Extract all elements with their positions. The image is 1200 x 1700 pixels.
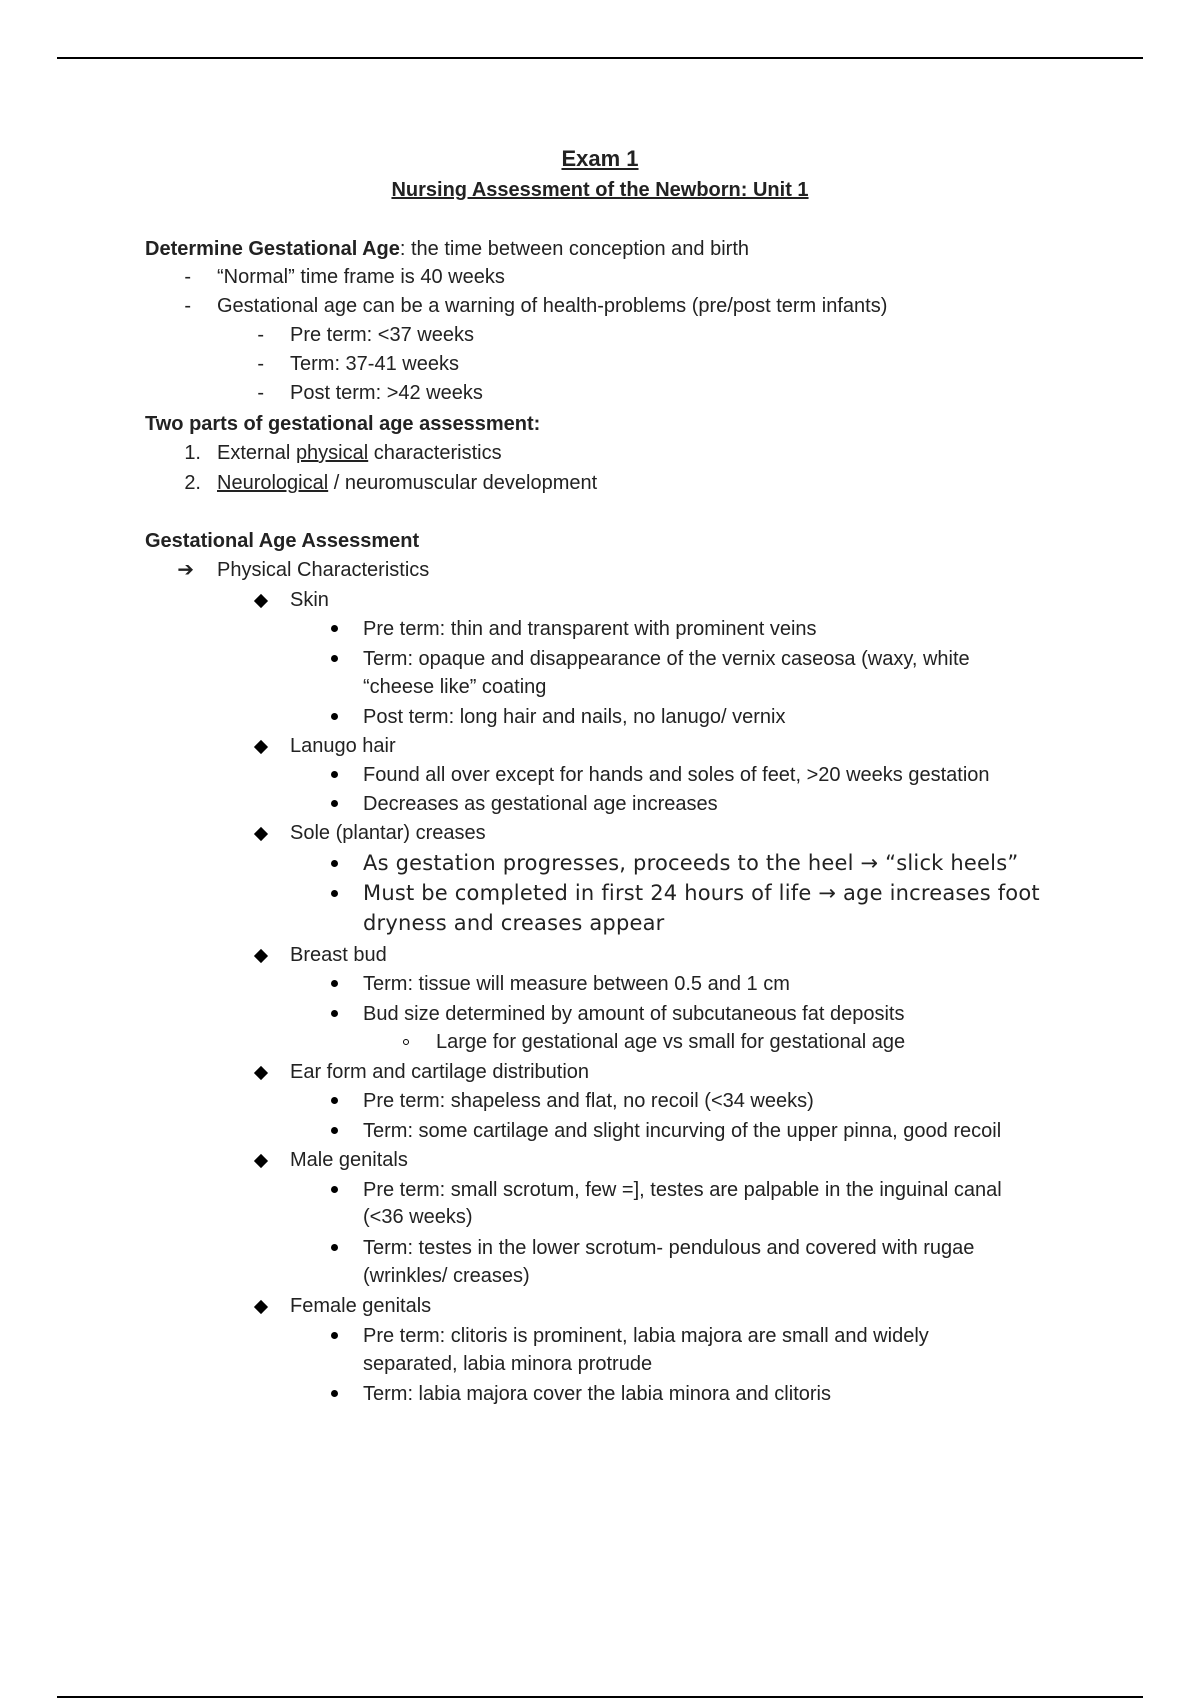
list-number: 1. <box>184 442 201 464</box>
list-item: Term: testes in the lower scrotum- pendulous and covered with rugae <box>363 1237 975 1259</box>
dot-bullet-icon <box>331 1390 338 1397</box>
diamond-bullet-icon <box>254 949 268 963</box>
diamond-bullet-icon <box>254 1154 268 1168</box>
dot-bullet-icon <box>331 1186 338 1193</box>
two-parts-heading: Two parts of gestational age assessment: <box>145 413 541 435</box>
list-item-continuation: separated, labia minora protrude <box>363 1353 653 1375</box>
dot-bullet-icon <box>331 1010 338 1017</box>
dot-bullet-icon <box>331 655 338 662</box>
category-skin: Skin <box>290 589 329 611</box>
dot-bullet-icon <box>331 625 338 632</box>
dot-bullet-icon <box>331 771 338 778</box>
underlined-term: physical <box>295 442 369 464</box>
list-item: Neurological / neuromuscular development <box>217 472 598 494</box>
list-item: Large for gestational age vs small for gestational age <box>436 1031 906 1053</box>
list-item: Pre term: shapeless and flat, no recoil (<34 weeks) <box>363 1090 814 1112</box>
category-breast-bud: Breast bud <box>290 944 387 966</box>
list-item: Term: labia majora cover the labia minora and clitoris <box>363 1383 831 1405</box>
list-item: Post term: long hair and nails, no lanugo/ vernix <box>363 706 786 728</box>
gestational-age-heading: Determine Gestational Age <box>145 238 400 260</box>
dot-bullet-icon <box>331 980 338 987</box>
dot-bullet-icon <box>331 1244 338 1251</box>
diamond-bullet-icon <box>254 740 268 754</box>
dot-bullet-icon <box>331 800 338 807</box>
list-item: Term: some cartilage and slight incurving of the upper pinna, good recoil <box>363 1120 1002 1142</box>
list-number: 2. <box>184 472 201 494</box>
physical-heading: Physical Characteristics <box>217 559 430 581</box>
list-item: External physical characteristics <box>217 442 502 464</box>
list-item: “Normal” time frame is 40 weeks <box>217 266 505 288</box>
circle-bullet-icon <box>403 1039 409 1045</box>
dot-bullet-icon <box>331 1127 338 1134</box>
underlined-term: Neurological <box>217 472 329 494</box>
category-ear: Ear form and cartilage distribution <box>290 1061 590 1083</box>
list-item: Pre term: clitoris is prominent, labia majora are small and widely <box>363 1325 929 1347</box>
dash-bullet: - <box>257 324 264 346</box>
gestational-age-definition: : the time between conception and birth <box>399 238 750 260</box>
list-item: Post term: >42 weeks <box>290 382 483 404</box>
list-item-continuation: dryness and creases appear <box>363 911 665 935</box>
list-item: Pre term: thin and transparent with prominent veins <box>363 618 817 640</box>
list-item: Gestational age can be a warning of health-problems (pre/post term infants) <box>217 295 888 317</box>
list-item: Decreases as gestational age increases <box>363 793 718 815</box>
dash-bullet: - <box>184 266 191 288</box>
list-item: Must be completed in first 24 hours of life → age increases foot <box>363 881 1040 905</box>
list-item: Pre term: <37 weeks <box>290 324 474 346</box>
page-title: Exam 1 <box>561 146 639 171</box>
diamond-bullet-icon <box>254 827 268 841</box>
assessment-heading: Gestational Age Assessment <box>145 530 420 552</box>
category-female-genitals: Female genitals <box>290 1295 432 1317</box>
list-item-continuation: (wrinkles/ creases) <box>363 1265 530 1287</box>
arrow-bullet-icon: ➔ <box>177 559 194 581</box>
gestational-age-line <box>145 235 749 263</box>
list-item: Bud size determined by amount of subcutaneous fat deposits <box>363 1003 905 1025</box>
bottom-rule <box>57 1696 1143 1698</box>
dash-bullet: - <box>184 295 191 317</box>
diamond-bullet-icon <box>254 594 268 608</box>
dash-bullet: - <box>257 353 264 375</box>
list-item: As gestation progresses, proceeds to the heel → “slick heels” <box>363 851 1019 875</box>
dot-bullet-icon <box>331 1332 338 1339</box>
list-item: Pre term: small scrotum, few =], testes are palpable in the inguinal canal <box>363 1179 1002 1201</box>
diamond-bullet-icon <box>254 1066 268 1080</box>
list-item-continuation: “cheese like” coating <box>363 676 547 698</box>
category-lanugo: Lanugo hair <box>290 735 396 757</box>
dot-bullet-icon <box>331 1097 338 1104</box>
dot-bullet-icon <box>331 860 338 867</box>
category-male-genitals: Male genitals <box>290 1149 408 1171</box>
dash-bullet: - <box>257 382 264 404</box>
list-item: Term: 37-41 weeks <box>290 353 459 375</box>
dot-bullet-icon <box>331 713 338 720</box>
category-sole: Sole (plantar) creases <box>290 822 486 844</box>
list-item: Term: tissue will measure between 0.5 and 1 cm <box>363 973 790 995</box>
list-item: Term: opaque and disappearance of the vernix caseosa (waxy, white <box>363 648 970 670</box>
page-subtitle: Nursing Assessment of the Newborn: Unit 1 <box>391 179 809 201</box>
diamond-bullet-icon <box>254 1300 268 1314</box>
dot-bullet-icon <box>331 890 338 897</box>
list-item-continuation: (<36 weeks) <box>363 1206 473 1228</box>
list-item: Found all over except for hands and soles of feet, >20 weeks gestation <box>363 764 990 786</box>
